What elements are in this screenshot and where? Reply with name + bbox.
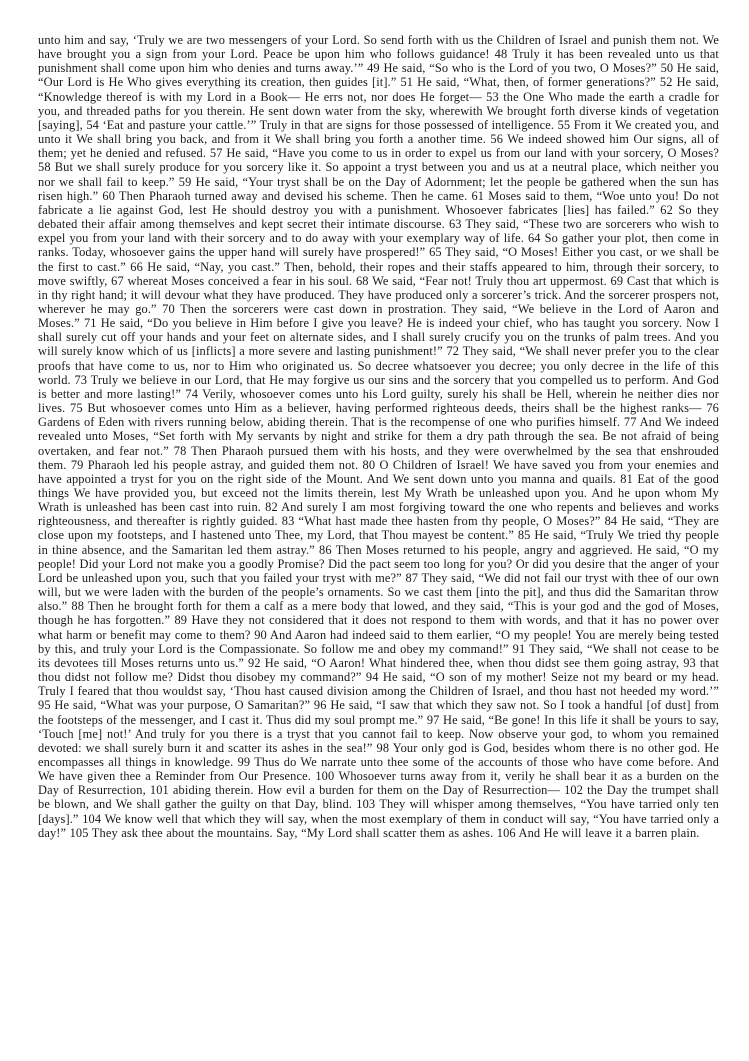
body-text-block [38,33,719,840]
body-paragraph: unto him and say, ‘Truly we are two messengers of your Lord. So send forth with us the Children of Israel and punish them not. We have brought you a sign from your Lord. Peace be upon him who follows guidance! 48 Truly it has been revealed unto us that punishment shall come upon him who denies and turns away.’” 49 He said, “So who is the Lord of you two, O Moses?” 50 He said, “Our Lord is He Who gives everything its creation, then guides [it].” 51 He said, “What, then, of former generations?” 52 He said, “Knowledge thereof is with my Lord in a Book— He errs not, nor does He forget— 53 the One Who made the earth a cradle for you, and threaded paths for you therein. He sent down water from the sky, wherewith We brought forth diverse kinds of vegetation [saying], 54 ‘Eat and pasture your cattle.’” Truly in that are signs for those possessed of intelligence. 55 From it We created you, and unto it We shall bring you back, and from it We shall bring you forth a another time. 56 We indeed showed him Our signs, all of them; yet he denied and refused. 57 He said, “Have you come to us in order to expel us from our land with your sorcery, O Moses? 58 But we shall surely produce for you sorcery like it. So appoint a tryst between you and us at a neutral place, which neither you nor we shall fail to keep.” 59 He said, “Your tryst shall be on the Day of Adornment; let the people be gathered when the sun has risen high.” 60 Then Pharaoh turned away and devised his scheme. Then he came. 61 Moses said to them, “Woe unto you! Do not fabricate a lie against God, lest He should destroy you with a punishment. Whosoever fabricates [lies] has failed.” 62 So they debated their affair among themselves and kept secret their intimate discourse. 63 They said, “These two are sorcerers who wish to expel you from your land with their sorcery and to do away with your exemplary way of life. 64 So gather your plot, then come in ranks. Today, whosoever gains the upper hand will surely have prospered!” 65 They said, “O Moses! Either you cast, or we shall be the first to cast.” 66 He said, “Nay, you cast.” Then, behold, their ropes and their staffs appeared to him, through their sorcery, to move swiftly, 67 whereat Moses conceived a fear in his soul. 68 We said, “Fear not! Truly thou art uppermost. 69 Cast that which is in thy right hand; it will devour what they have produced. They have produced only a sorcerer’s trick. And the sorcerer prospers not, wherever he may go.” 70 Then the sorcerers were cast down in prostration. They said, “We believe in the Lord of Aaron and Moses.” 71 He said, “Do you believe in Him before I give you leave? He is indeed your chief, who has taught you sorcery. Now I shall surely cut off your hands and your feet on alternate sides, and I shall surely crucify you on the trunks of palm trees. And you will surely know which of us [inflicts] a more severe and lasting punishment!” 72 They said, “We shall never prefer you to the clear proofs that have come to us, nor to Him who originated us. So decree whatsoever you decree; you only decree in the life of this world. 73 Truly we believe in our Lord, that He may forgive us our sins and the sorcery that you compelled us to perform. And God is better and more lasting!” 74 Verily, whosoever comes unto his Lord guilty, surely his shall be Hell, wherein he neither dies nor lives. 75 But whosoever comes unto Him as a believer, having performed righteous deeds, theirs shall be the highest ranks— 76 Gardens of Eden with rivers running below, abiding therein. That is the recompense of one who purifies himself. 77 And We indeed revealed unto Moses, “Set forth with My servants by night and strike for them a dry path through the sea. Be not afraid of being overtaken, and fear not.” 78 Then Pharaoh pursued them with his hosts, and they were overwhelmed by the sea that enshrouded them. 79 Pharaoh led his people astray, and guided them not. 80 O Children of Israel! We have saved you from your enemies and have appointed a tryst for you on the right side of the Mount. And We sent down unto you manna and quails. 81 Eat of the good things We have provided you, but exceed not the limits therein, lest My Wrath be unleashed upon you. And he upon whom My Wrath is unleashed has been cast into ruin. 82 And surely I am most forgiving toward the one who repents and believes and works righteousness, and thereafter is rightly guided. 83 “What hast made thee hasten from thy people, O Moses?” 84 He said, “They are close upon my footsteps, and I hastened unto Thee, my Lord, that Thou mayest be content.” 85 He said, “Truly We tried thy people in thine absence, and the Samaritan led them astray.” 86 Then Moses returned to his people, angry and aggrieved. He said, “O my people! Did your Lord not make you a goodly Promise? Did the pact seem too long for you? Or did you desire that the anger of your Lord be unleashed upon you, such that you failed your tryst with me?” 87 They said, “We did not fail our tryst with thee of our own will, but we were laden with the burden of the people’s ornaments. So we cast them [into the pit], and thus did the Samaritan throw also.” 88 Then he brought forth for them a calf as a mere body that lowed, and they said, “This is your god and the god of Moses, though he has forgotten.” 89 Have they not considered that it does not respond to them with words, and that it has no power over what harm or benefit may come to them? 90 And Aaron had indeed said to them earlier, “O my people! You are merely being tested by this, and truly your Lord is the Compassionate. So follow me and obey my command!” 91 They said, “We shall not cease to be its devotees till Moses returns unto us.” 92 He said, “O Aaron! What hindered thee, when thou didst see them going astray, 93 that thou didst not follow me? Didst thou disobey my command?” 94 He said, “O son of my mother! Seize not my beard or my head. Truly I feared that thou wouldst say, ‘Thou hast caused division among the Children of Israel, and thou hast not heeded my word.’” 95 He said, “What was your purpose, O Samaritan?” 96 He said, “I saw that which they saw not. So I took a handful [of dust] from the footsteps of the messenger, and I cast it. Thus did my soul prompt me.” 97 He said, “Be gone! In this life it shall be yours to say, ‘Touch [me] not!’ And truly for you there is a tryst that you cannot fail to keep. Now observe your god, to whom you remained devoted: we shall surely burn it and scatter its ashes in the sea!” 98 Your only god is God, besides whom there is no other god. He encompasses all things in knowledge. 99 Thus do We narrate unto thee some of the accounts of those who have come before. And We have given thee a Reminder from Our Presence. 100 Whosoever turns away from it, verily he shall bear it as a burden on the Day of Resurrection, 101 abiding therein. How evil a burden for them on the Day of Resurrection— 102 the Day the trumpet shall be blown, and We shall gather the guilty on that Day, blind. 103 They will whisper among themselves, “You have tarried only ten [days].” 104 We know well that which they will say, when the most exemplary of them in conduct will say, “You have tarried only a day!” 105 They ask thee about the mountains. Say, “My Lord shall scatter them as ashes. 106 And He will leave it a barren plain. [38,33,719,840]
